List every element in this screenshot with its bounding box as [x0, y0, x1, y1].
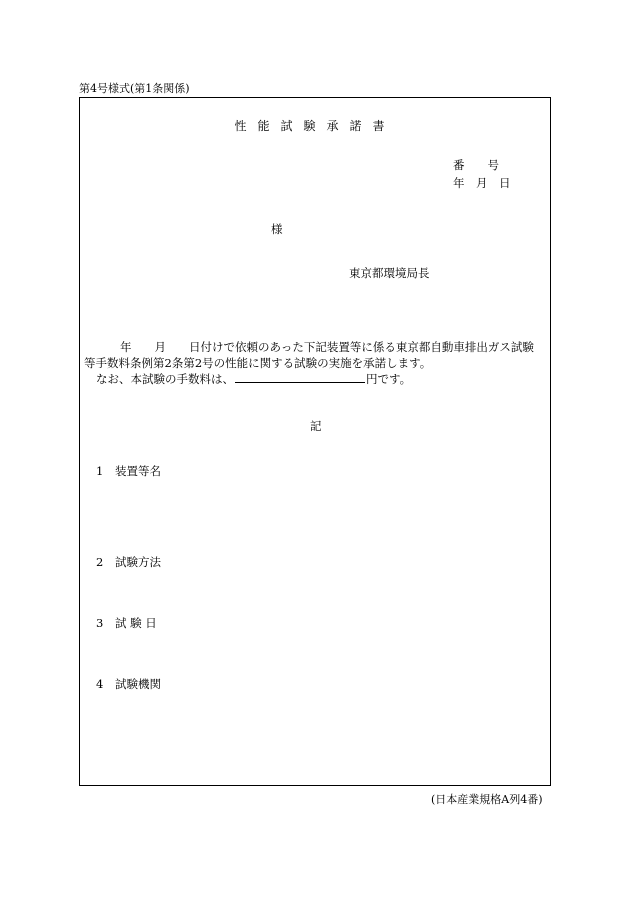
- body-line-3: [96, 371, 411, 388]
- issuer-name: 東京都環境局長: [349, 266, 430, 280]
- item-label: 試験機関: [114, 677, 161, 691]
- item-number: 2: [96, 555, 104, 569]
- addressee-suffix: 様: [271, 222, 283, 236]
- item-label: 試験方法: [114, 555, 161, 569]
- document-title: 性能試験承諾書: [234, 119, 396, 133]
- item-row-2: [96, 554, 161, 570]
- date-field: 年 月 日: [453, 176, 511, 190]
- item-number: 3: [96, 616, 104, 630]
- paper-size-note: (日本産業規格A列4番): [431, 793, 543, 806]
- number-field: 番 号: [453, 158, 499, 172]
- body-line-2: 等手数料条例第2条第2号の性能に関する試験の実施を承諾します。: [84, 356, 432, 370]
- item-number: 4: [96, 677, 104, 691]
- item-label: 装置等名: [114, 464, 161, 478]
- body-line-1: 年 月 日付けで依頼のあった下記装置等に係る東京都自動車排出ガス試験: [120, 340, 534, 354]
- fee-suffix: 円です。: [366, 372, 412, 386]
- item-number: 1: [96, 464, 104, 478]
- form-number-label: 第4号様式(第1条関係): [79, 82, 190, 95]
- item-row-1: [96, 463, 161, 479]
- fee-blank: [235, 372, 365, 383]
- item-row-4: [96, 676, 161, 692]
- item-label: 試 験 日: [114, 616, 157, 630]
- fee-prefix: なお、本試験の手数料は、: [96, 372, 234, 386]
- ki-heading: 記: [310, 419, 322, 433]
- item-row-3: [96, 615, 157, 631]
